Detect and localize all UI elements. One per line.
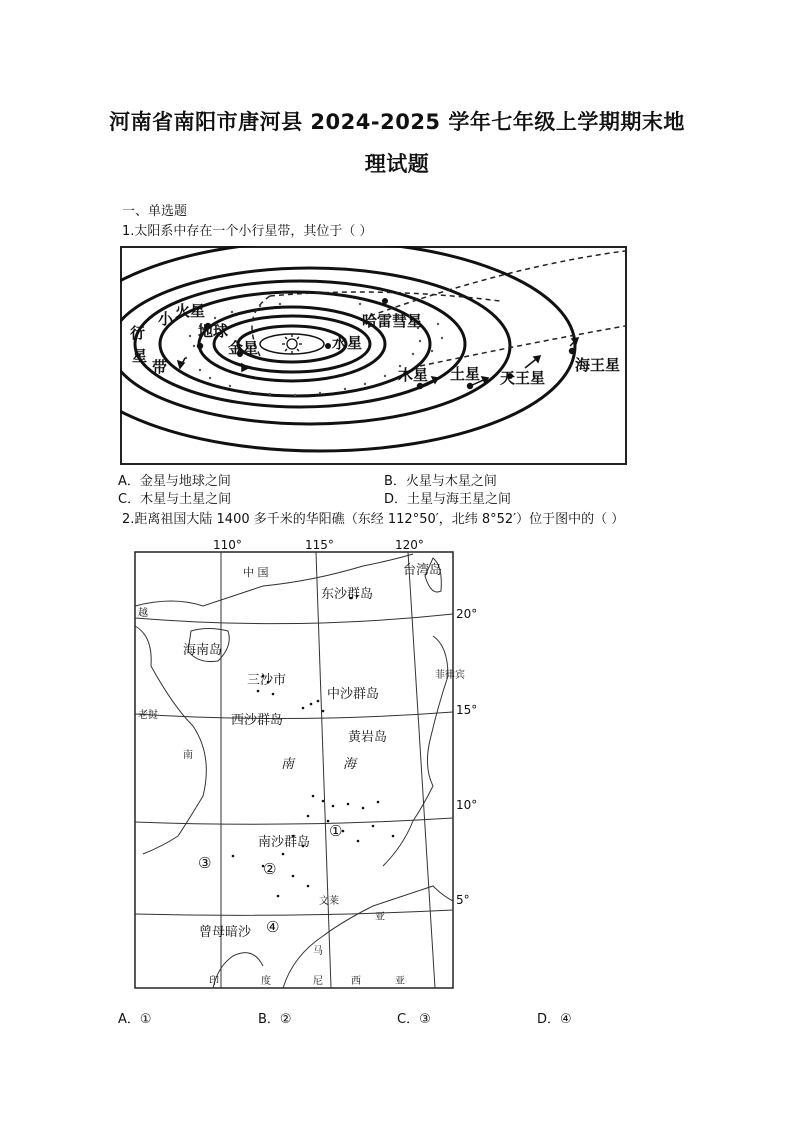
- svg-text:15°: 15°: [456, 703, 478, 717]
- svg-text:星: 星: [132, 347, 148, 365]
- svg-text:台湾岛: 台湾岛: [403, 563, 443, 578]
- svg-text:南沙群岛: 南沙群岛: [258, 835, 311, 850]
- svg-text:海南岛: 海南岛: [183, 643, 223, 658]
- svg-text:南: 南: [183, 750, 193, 761]
- svg-text:越: 越: [138, 608, 148, 619]
- neptune-dot: [569, 348, 575, 354]
- q2-option-d[interactable]: D．④: [537, 1012, 572, 1027]
- q2-stem: 2.距离祖国大陆 1400 多千米的华阳礁（东经 112°50′，北纬 8°52′）位于图中的（ ）: [122, 512, 625, 527]
- svg-text:④: ④: [266, 918, 280, 936]
- q1-option-a[interactable]: A．金星与地球之间: [118, 474, 231, 489]
- svg-text:土星: 土星: [450, 365, 481, 383]
- svg-text:西沙群岛: 西沙群岛: [231, 713, 284, 728]
- svg-text:木星: 木星: [398, 366, 429, 384]
- svg-text:中沙群岛: 中沙群岛: [327, 687, 380, 702]
- svg-text:5°: 5°: [456, 893, 470, 907]
- q1-option-b[interactable]: B．火星与木星之间: [384, 474, 497, 489]
- svg-text:文莱: 文莱: [319, 896, 339, 907]
- svg-text:海: 海: [343, 757, 357, 772]
- q1-option-c[interactable]: C．木星与土星之间: [118, 492, 232, 507]
- svg-text:地球: 地球: [198, 322, 229, 340]
- comet-dot: [382, 298, 388, 304]
- q2-option-a[interactable]: A．①: [118, 1012, 152, 1027]
- svg-text:印: 印: [209, 976, 219, 987]
- svg-text:哈雷彗星: 哈雷彗星: [362, 312, 423, 330]
- south-china-sea-map: [133, 536, 478, 992]
- svg-text:度: 度: [261, 976, 271, 987]
- svg-text:水星: 水星: [332, 334, 363, 352]
- svg-text:110°: 110°: [213, 538, 242, 552]
- svg-text:东沙群岛: 东沙群岛: [321, 587, 374, 602]
- svg-text:115°: 115°: [305, 538, 334, 552]
- svg-text:金星: 金星: [228, 339, 259, 357]
- svg-text:③: ③: [198, 854, 212, 872]
- svg-text:小: 小: [158, 310, 174, 328]
- svg-text:天王星: 天王星: [500, 369, 546, 387]
- svg-text:行: 行: [130, 324, 146, 342]
- svg-text:马: 马: [313, 946, 323, 957]
- svg-text:老挝: 老挝: [138, 710, 158, 721]
- svg-text:带: 带: [152, 358, 168, 376]
- q1-stem: 1.太阳系中存在一个小行星带，其位于（ ）: [122, 224, 373, 239]
- q1-option-d[interactable]: D．土星与海王星之间: [384, 492, 512, 507]
- svg-text:尼: 尼: [313, 976, 323, 987]
- earth-dot: [197, 343, 203, 349]
- svg-text:黄岩岛: 黄岩岛: [348, 730, 388, 745]
- svg-text:南: 南: [281, 757, 295, 772]
- svg-text:②: ②: [263, 860, 277, 878]
- svg-text:①: ①: [329, 822, 343, 840]
- svg-text:亚: 亚: [375, 912, 385, 923]
- svg-text:西: 西: [351, 976, 361, 987]
- svg-text:曾母暗沙: 曾母暗沙: [199, 925, 252, 940]
- page-title-line1: 河南省南阳市唐河县 2024-2025 学年七年级上学期期末地: [109, 110, 685, 134]
- mercury-dot: [325, 343, 331, 349]
- page-title-line2: 理试题: [364, 152, 430, 176]
- solar-system-figure: [120, 246, 628, 466]
- section-heading: 一、单选题: [122, 204, 188, 219]
- svg-text:中 国: 中 国: [243, 566, 269, 579]
- q2-option-b[interactable]: B．②: [258, 1012, 292, 1027]
- svg-text:20°: 20°: [456, 607, 478, 621]
- svg-text:亚: 亚: [395, 976, 405, 987]
- svg-text:三沙市: 三沙市: [247, 673, 287, 688]
- svg-text:火星: 火星: [175, 302, 206, 320]
- svg-text:海王星: 海王星: [575, 356, 621, 374]
- svg-text:120°: 120°: [395, 538, 424, 552]
- svg-text:10°: 10°: [456, 798, 478, 812]
- q2-option-c[interactable]: C．③: [397, 1012, 431, 1027]
- svg-text:菲律宾: 菲律宾: [435, 670, 465, 681]
